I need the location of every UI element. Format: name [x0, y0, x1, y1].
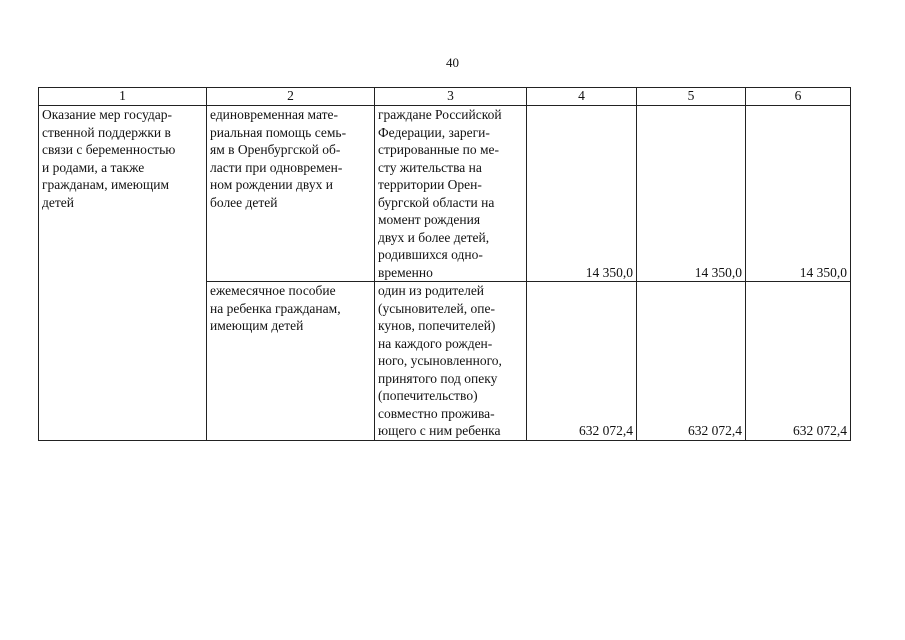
measure-text: ежемесячное пособие на ребенка гражданам, имеющим детей [210, 283, 341, 333]
measure-text: единовременная мате- риальная помощь семь- ям в Оренбургской об- ласти при одновремен- ном рождении двух и более детей [210, 107, 347, 210]
column-header-1: 1 [39, 88, 207, 106]
column-header-5: 5 [637, 88, 746, 106]
recipients-text: один из родителей (усыновителей, опе- кунов, попечителей) на каждого рожден- ного, усыновленного, принятого под опеку (попечительство) совместно прожива- ющего с ним ребенка [378, 283, 502, 438]
page-number: 40 [446, 55, 459, 70]
value-cell-col5: 632 072,4 [637, 282, 746, 441]
recipients-cell [375, 106, 527, 282]
value-cell-col6: 14 350,0 [746, 106, 851, 282]
column-header-4: 4 [527, 88, 637, 106]
column-header-2: 2 [207, 88, 375, 106]
measure-cell [207, 106, 375, 282]
value-cell-col6: 632 072,4 [746, 282, 851, 441]
group-label-cell [39, 106, 207, 441]
value-cell-col4: 14 350,0 [527, 106, 637, 282]
header-row [39, 88, 851, 106]
value-cell-col4: 632 072,4 [527, 282, 637, 441]
table-row [39, 106, 851, 282]
data-table [38, 87, 851, 441]
group-label-text: Оказание мер государ- ственной поддержки в связи с беременностью и родами, а также гражданам, имеющим детей [42, 107, 176, 210]
recipients-text: граждане Российской Федерации, зареги- стрированные по ме- сту жительства на территории Орен- бургской области на момент рождения двух и более детей, родившихся одно- временно [378, 107, 502, 280]
column-header-6: 6 [746, 88, 851, 106]
column-header-3: 3 [375, 88, 527, 106]
measure-cell [207, 282, 375, 441]
value-cell-col5: 14 350,0 [637, 106, 746, 282]
recipients-cell [375, 282, 527, 441]
